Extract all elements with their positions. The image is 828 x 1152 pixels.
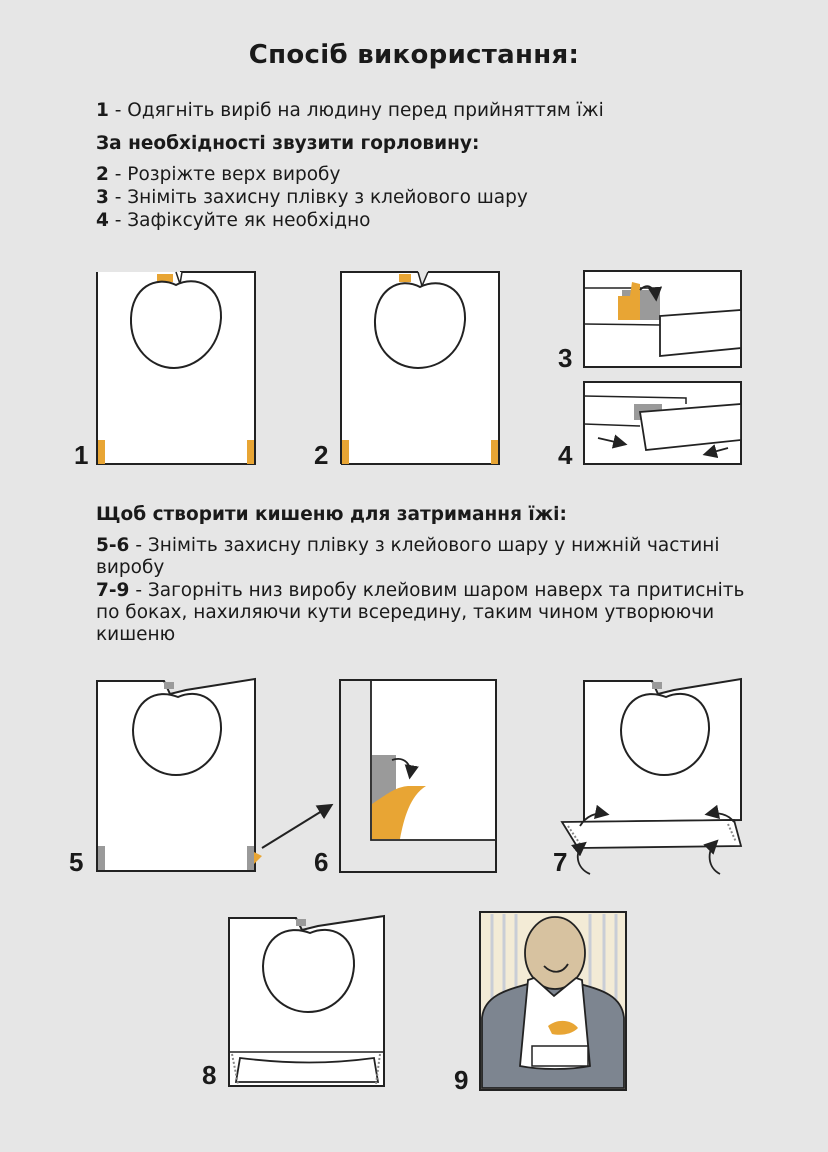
- food-pocket: [236, 1058, 378, 1082]
- figure-number-2: 2: [314, 440, 329, 470]
- step-number: 2: [96, 164, 109, 185]
- figure-8-pocket: [229, 916, 384, 1086]
- step-number: 5-6: [96, 535, 130, 556]
- figure-number-4: 4: [558, 440, 573, 470]
- adhesive-strip: [491, 440, 498, 464]
- figure-4-fix: [584, 382, 741, 464]
- food-pocket: [532, 1046, 588, 1066]
- step-number: 3: [96, 187, 109, 208]
- figure-number-7: 7: [553, 847, 568, 877]
- neck-hole: [133, 694, 221, 775]
- neck-hole: [263, 930, 354, 1012]
- figure-2-bib-cut: [341, 272, 499, 464]
- neck-hole: [621, 694, 709, 775]
- figure-number-5: 5: [69, 847, 84, 877]
- protective-film: [247, 846, 254, 870]
- figure-6-detail: [340, 680, 496, 872]
- figure-5-bib: [97, 679, 330, 871]
- step-number: 7-9: [96, 580, 130, 601]
- protective-film: [164, 682, 174, 689]
- figure-number-1: 1: [74, 440, 89, 470]
- figure-3-remove-film: [584, 271, 741, 367]
- protective-film: [296, 919, 306, 926]
- protective-film: [652, 682, 662, 689]
- figure-9-person: [480, 912, 626, 1090]
- adhesive-strip: [399, 274, 411, 282]
- step-text: - Зніміть захисну плівку з клейового шару: [108, 187, 528, 208]
- figure-number-9: 9: [454, 1065, 469, 1095]
- step-number: 1: [96, 100, 109, 121]
- figure-1-bib: [97, 272, 255, 464]
- adhesive-strip: [98, 440, 105, 464]
- step-text: - Зніміть захисну плівку з клейового шару у нижній частині виробу: [96, 535, 720, 578]
- figure-number-3: 3: [558, 343, 573, 373]
- step-text: - Загорніть низ виробу клейовим шаром наверх та притисніть по боках, нахиляючи кути всередину, таким чином утворюючи кишеню: [96, 580, 745, 645]
- figure-7-fold: [562, 679, 741, 874]
- step-text: - Зафіксуйте як необхідно: [108, 210, 371, 231]
- adhesive-strip: [247, 440, 254, 464]
- figure-number-8: 8: [202, 1060, 217, 1090]
- step-text: - Розріжте верх виробу: [108, 164, 341, 185]
- step-number: 4: [96, 210, 109, 231]
- figure-number-6: 6: [314, 847, 329, 877]
- protective-film: [98, 846, 105, 870]
- section-heading-neckline: За необхідності звузити горловину:: [96, 133, 480, 154]
- page-title: Спосіб використання:: [248, 40, 580, 70]
- section-heading-pocket: Щоб створити кишеню для затримання їжі:: [96, 504, 567, 525]
- adhesive-strip: [342, 440, 349, 464]
- step-text: - Одягніть виріб на людину перед прийняттям їжі: [108, 100, 604, 121]
